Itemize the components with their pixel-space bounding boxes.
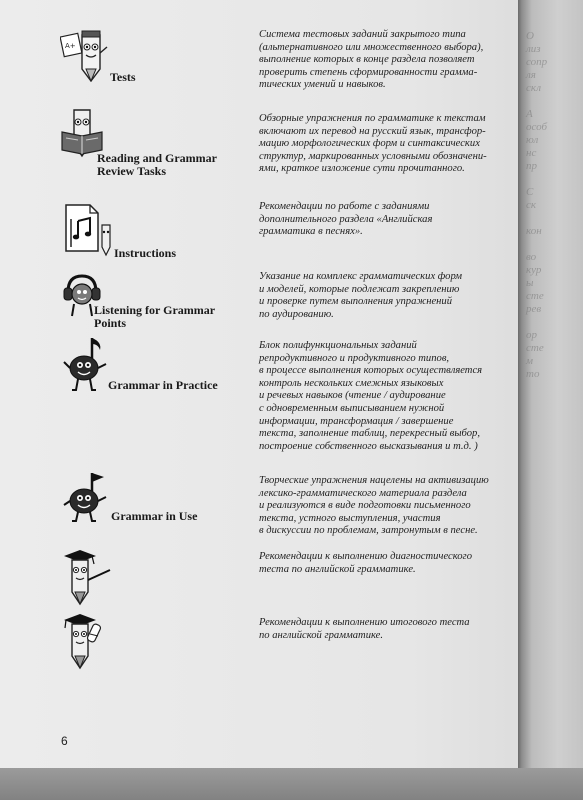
graduate-pencil-diploma-icon (60, 612, 112, 670)
section-label: Grammar in Practice (108, 378, 218, 392)
section-description: Указание на комплекс грамматических форм и моделей, которые подлежат закреплению и проверке путем выполнения упражнений по аудированию. (259, 271, 462, 320)
music-note-character-flag-icon (62, 471, 110, 523)
section-description: Система тестовых заданий закрытого типа (альтернативного или множественного выбора), выполнение которых в конце раздела позволяет проверить степень сформированности грамма- тических умений и навыков. (259, 29, 484, 91)
section-description: Рекомендации по работе с заданиями дополнительного раздела «Английская грамматика в песнях». (259, 201, 433, 238)
music-note-character-icon (62, 334, 108, 392)
section-label: Instructions (114, 246, 177, 260)
section-description: Творческие упражнения нацелены на активизацию лексико-грамматического материала раздела и реализуются в виде подготовки письменного текста, устного выступления, участия в дискуссии по проблемам, затронутым в песне. (259, 475, 489, 537)
bleed-through-lines: O лиз сопр ля скл А особ юл нс пр С ск кон во кур ы сте рев ор сте м то (526, 30, 548, 380)
music-document-with-pencil-icon (62, 203, 114, 259)
section-label: Grammar in Use (111, 509, 198, 523)
graduate-pencil-pointer-icon (60, 548, 112, 606)
pencil-with-test-sheet-icon (60, 27, 110, 82)
section-label: Reading and Grammar Review Tasks (97, 151, 217, 178)
section-description: Блок полифункциональных заданий репродуктивного и продуктивного типов, в процессе выполнения которых осуществляется контроль нескольких смежных языковых и речевых навыков (чтение / аудирование с одновременным выписыванием нужной информации, трансформация / завершение текста, заполнение таблиц, перекресный выбор, построение собственного высказывания и т.д. ) (259, 340, 483, 452)
section-description: Обзорные упражнения по грамматике к текстам включают их перевод на русский язык, трансфор- мацию морфологических форм и синтаксических структур, маркированных условными обозначени- ями, краткое изложение сути прочитанного. (259, 113, 487, 175)
svg-text:A+: A+ (65, 42, 76, 50)
section-description: Рекомендации к выполнению диагностического теста по английской грамматике. (259, 551, 472, 575)
section-description: Рекомендации к выполнению итогового теста по английской грамматике. (259, 617, 470, 641)
section-label: Listening for Grammar Points (94, 303, 216, 330)
section-label: Tests (110, 70, 136, 84)
page-number: 6 (61, 734, 68, 748)
adjacent-page-edge (518, 0, 583, 768)
scanner-bottom-band (0, 768, 583, 800)
